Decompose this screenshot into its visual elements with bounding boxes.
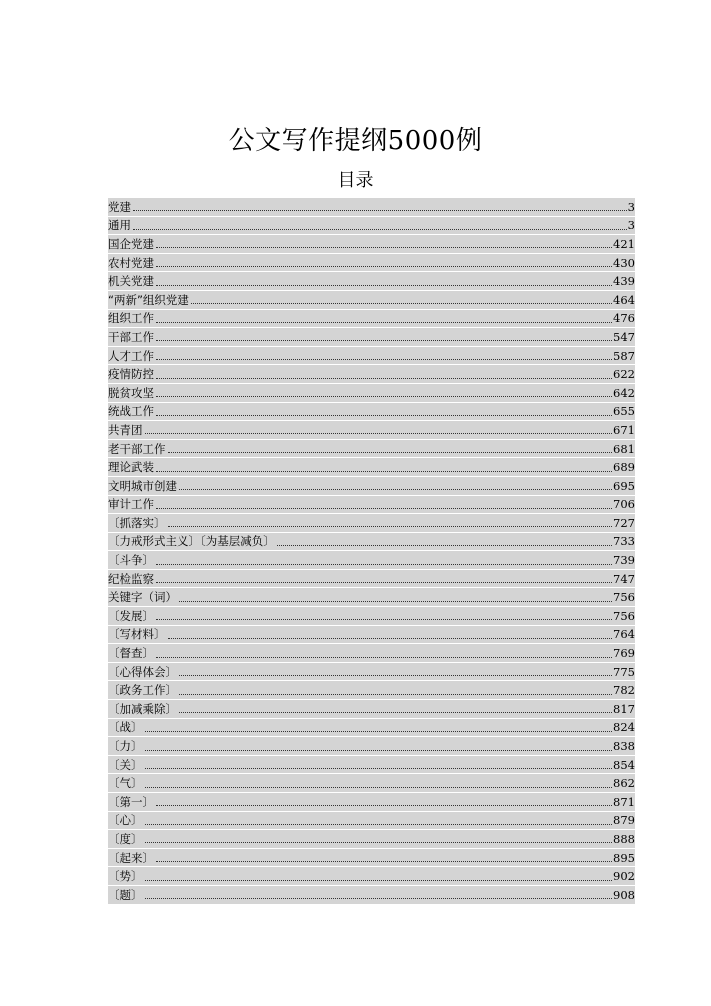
toc-dot-leader [156, 396, 612, 397]
toc-dot-leader [145, 842, 613, 843]
toc-entry-label: 〔政务工作〕 [108, 683, 177, 698]
toc-dot-leader [168, 526, 613, 527]
toc-entry-page-number: 689 [613, 460, 635, 475]
toc-dot-leader [156, 619, 612, 620]
toc-entry[interactable] [108, 737, 635, 756]
toc-entry-label: 〔力戒形式主义〕〔为基层减负〕 [108, 534, 275, 549]
toc-entry-label: 组织工作 [108, 311, 154, 326]
toc-entry-page-number: 862 [613, 776, 635, 791]
toc-entry[interactable] [108, 384, 635, 403]
toc-entry-page-number: 756 [613, 590, 635, 605]
toc-entry[interactable] [108, 347, 635, 366]
toc-entry-page-number: 547 [613, 329, 635, 344]
toc-entry-page-number: 747 [613, 571, 635, 586]
toc-entry-label: 文明城市创建 [108, 478, 177, 493]
toc-entry[interactable] [108, 812, 635, 831]
toc-entry[interactable] [108, 533, 635, 552]
toc-dot-leader [156, 285, 612, 286]
toc-dot-leader [156, 247, 612, 248]
toc-entry-label: 〔战〕 [108, 720, 143, 735]
toc-entry-page-number: 421 [613, 236, 635, 251]
toc-entry[interactable] [108, 403, 635, 422]
toc-entry[interactable] [108, 719, 635, 738]
toc-entry-page-number: 764 [613, 627, 635, 642]
toc-entry-page-number: 824 [613, 720, 635, 735]
toc-entry-page-number: 655 [613, 404, 635, 419]
toc-dot-leader [145, 768, 613, 769]
toc-entry-label: 审计工作 [108, 497, 154, 512]
toc-entry[interactable] [108, 774, 635, 793]
toc-entry-label: 人才工作 [108, 348, 154, 363]
toc-entry-label: 〔题〕 [108, 887, 143, 902]
toc-entry[interactable] [108, 310, 635, 329]
document-title: 公文写作提纲5000例 [228, 126, 483, 156]
toc-dot-leader [179, 712, 612, 713]
toc-entry[interactable] [108, 867, 635, 886]
toc-entry-page-number: 695 [613, 478, 635, 493]
toc-entry[interactable] [108, 663, 635, 682]
toc-dot-leader [145, 787, 613, 788]
toc-entry-label: 党建 [108, 199, 131, 214]
toc-entry-page-number: 681 [613, 441, 635, 456]
toc-entry[interactable] [108, 198, 635, 217]
toc-entry[interactable] [108, 551, 635, 570]
toc-dot-leader [156, 508, 612, 509]
toc-entry[interactable] [108, 496, 635, 515]
toc-entry-label: 〔力〕 [108, 739, 143, 754]
toc-entry-page-number: 671 [613, 422, 635, 437]
toc-dot-leader [156, 582, 612, 583]
toc-dot-leader [133, 210, 627, 211]
toc-entry[interactable] [108, 756, 635, 775]
toc-dot-leader [145, 731, 613, 732]
toc-entry-page-number: 775 [613, 664, 635, 679]
toc-entry[interactable] [108, 458, 635, 477]
toc-entry[interactable] [108, 607, 635, 626]
toc-dot-leader [145, 824, 613, 825]
toc-entry[interactable] [108, 235, 635, 254]
toc-entry-label: 〔势〕 [108, 869, 143, 884]
toc-dot-leader [145, 898, 613, 899]
toc-entry-page-number: 782 [613, 683, 635, 698]
toc-dot-leader [156, 322, 612, 323]
toc-entry-label: 〔发展〕 [108, 608, 154, 623]
toc-entry[interactable] [108, 849, 635, 868]
toc-entry[interactable] [108, 365, 635, 384]
toc-entry[interactable] [108, 477, 635, 496]
toc-entry[interactable] [108, 421, 635, 440]
toc-entry-page-number: 739 [613, 553, 635, 568]
toc-entry-page-number: 854 [613, 757, 635, 772]
toc-entry-label: 关键字（词） [108, 590, 177, 605]
toc-dot-leader [156, 471, 612, 472]
toc-dot-leader [277, 545, 612, 546]
toc-dot-leader [156, 378, 612, 379]
toc-entry-page-number: 871 [613, 794, 635, 809]
toc-entry[interactable] [108, 644, 635, 663]
toc-entry-label: 〔心〕 [108, 813, 143, 828]
toc-entry-label: 〔起来〕 [108, 850, 154, 865]
toc-entry-label: 〔第一〕 [108, 794, 154, 809]
toc-dot-leader [179, 601, 612, 602]
toc-dot-leader [156, 266, 612, 267]
toc-dot-leader [156, 359, 612, 360]
toc-entry[interactable] [108, 886, 635, 905]
toc-entry-label: 共青团 [108, 422, 143, 437]
toc-entry[interactable] [108, 440, 635, 459]
toc-dot-leader [156, 805, 612, 806]
toc-dot-leader [156, 861, 612, 862]
toc-entry-page-number: 727 [613, 515, 635, 530]
table-of-contents [108, 198, 635, 905]
toc-entry-page-number: 587 [613, 348, 635, 363]
toc-entry-label: 疫情防控 [108, 367, 154, 382]
toc-entry-page-number: 476 [613, 311, 635, 326]
toc-entry[interactable] [108, 272, 635, 291]
toc-dot-leader [191, 303, 612, 304]
toc-entry-page-number: 3 [627, 218, 635, 233]
toc-entry[interactable] [108, 291, 635, 310]
toc-dot-leader [156, 564, 612, 565]
toc-entry-page-number: 817 [613, 701, 635, 716]
toc-entry-label: 脱贫攻坚 [108, 385, 154, 400]
toc-dot-leader [133, 229, 627, 230]
toc-entry-page-number: 908 [613, 887, 635, 902]
toc-entry-page-number: 879 [613, 813, 635, 828]
toc-entry-label: 〔加减乘除〕 [108, 701, 177, 716]
toc-dot-leader [179, 489, 612, 490]
toc-dot-leader [168, 638, 613, 639]
toc-entry-page-number: 464 [613, 292, 635, 307]
toc-entry[interactable] [108, 588, 635, 607]
toc-entry-label: 通用 [108, 218, 131, 233]
toc-entry-page-number: 642 [613, 385, 635, 400]
toc-entry-page-number: 756 [613, 608, 635, 623]
toc-entry[interactable] [108, 793, 635, 812]
toc-entry-label: 干部工作 [108, 329, 154, 344]
toc-entry-page-number: 430 [613, 255, 635, 270]
toc-entry-label: 机关党建 [108, 274, 154, 289]
toc-dot-leader [145, 880, 613, 881]
toc-entry-page-number: 769 [613, 646, 635, 661]
toc-dot-leader [156, 657, 612, 658]
toc-dot-leader [168, 452, 613, 453]
toc-entry[interactable] [108, 700, 635, 719]
toc-entry-label: 〔写材料〕 [108, 627, 166, 642]
toc-entry-page-number: 888 [613, 831, 635, 846]
toc-entry[interactable] [108, 626, 635, 645]
toc-entry-page-number: 733 [613, 534, 635, 549]
toc-entry-label: “两新”组织党建 [108, 292, 189, 307]
toc-dot-leader [179, 694, 612, 695]
toc-entry-page-number: 706 [613, 497, 635, 512]
toc-entry-label: 〔抓落实〕 [108, 515, 166, 530]
toc-dot-leader [156, 415, 612, 416]
toc-entry-label: 纪检监察 [108, 571, 154, 586]
toc-entry[interactable] [108, 570, 635, 589]
toc-dot-leader [156, 340, 612, 341]
toc-entry-label: 理论武装 [108, 460, 154, 475]
toc-entry[interactable] [108, 254, 635, 273]
toc-entry-page-number: 439 [613, 274, 635, 289]
toc-entry-label: 老干部工作 [108, 441, 166, 456]
toc-entry-page-number: 838 [613, 739, 635, 754]
toc-entry-page-number: 622 [613, 367, 635, 382]
toc-entry[interactable] [108, 328, 635, 347]
toc-entry-label: 〔气〕 [108, 776, 143, 791]
toc-entry[interactable] [108, 830, 635, 849]
toc-entry-label: 国企党建 [108, 236, 154, 251]
toc-entry-page-number: 895 [613, 850, 635, 865]
toc-entry-label: 农村党建 [108, 255, 154, 270]
toc-entry-page-number: 902 [613, 869, 635, 884]
toc-entry-label: 〔关〕 [108, 757, 143, 772]
toc-dot-leader [179, 675, 612, 676]
toc-dot-leader [145, 433, 613, 434]
toc-entry[interactable] [108, 514, 635, 533]
toc-entry-page-number: 3 [627, 199, 635, 214]
toc-entry-label: 〔斗争〕 [108, 553, 154, 568]
toc-entry-label: 〔度〕 [108, 831, 143, 846]
toc-dot-leader [145, 750, 613, 751]
toc-entry-label: 〔心得体会〕 [108, 664, 177, 679]
toc-entry[interactable] [108, 217, 635, 236]
toc-entry-label: 统战工作 [108, 404, 154, 419]
toc-entry-label: 〔督查〕 [108, 646, 154, 661]
toc-entry[interactable] [108, 681, 635, 700]
toc-heading: 目录 [337, 170, 374, 191]
